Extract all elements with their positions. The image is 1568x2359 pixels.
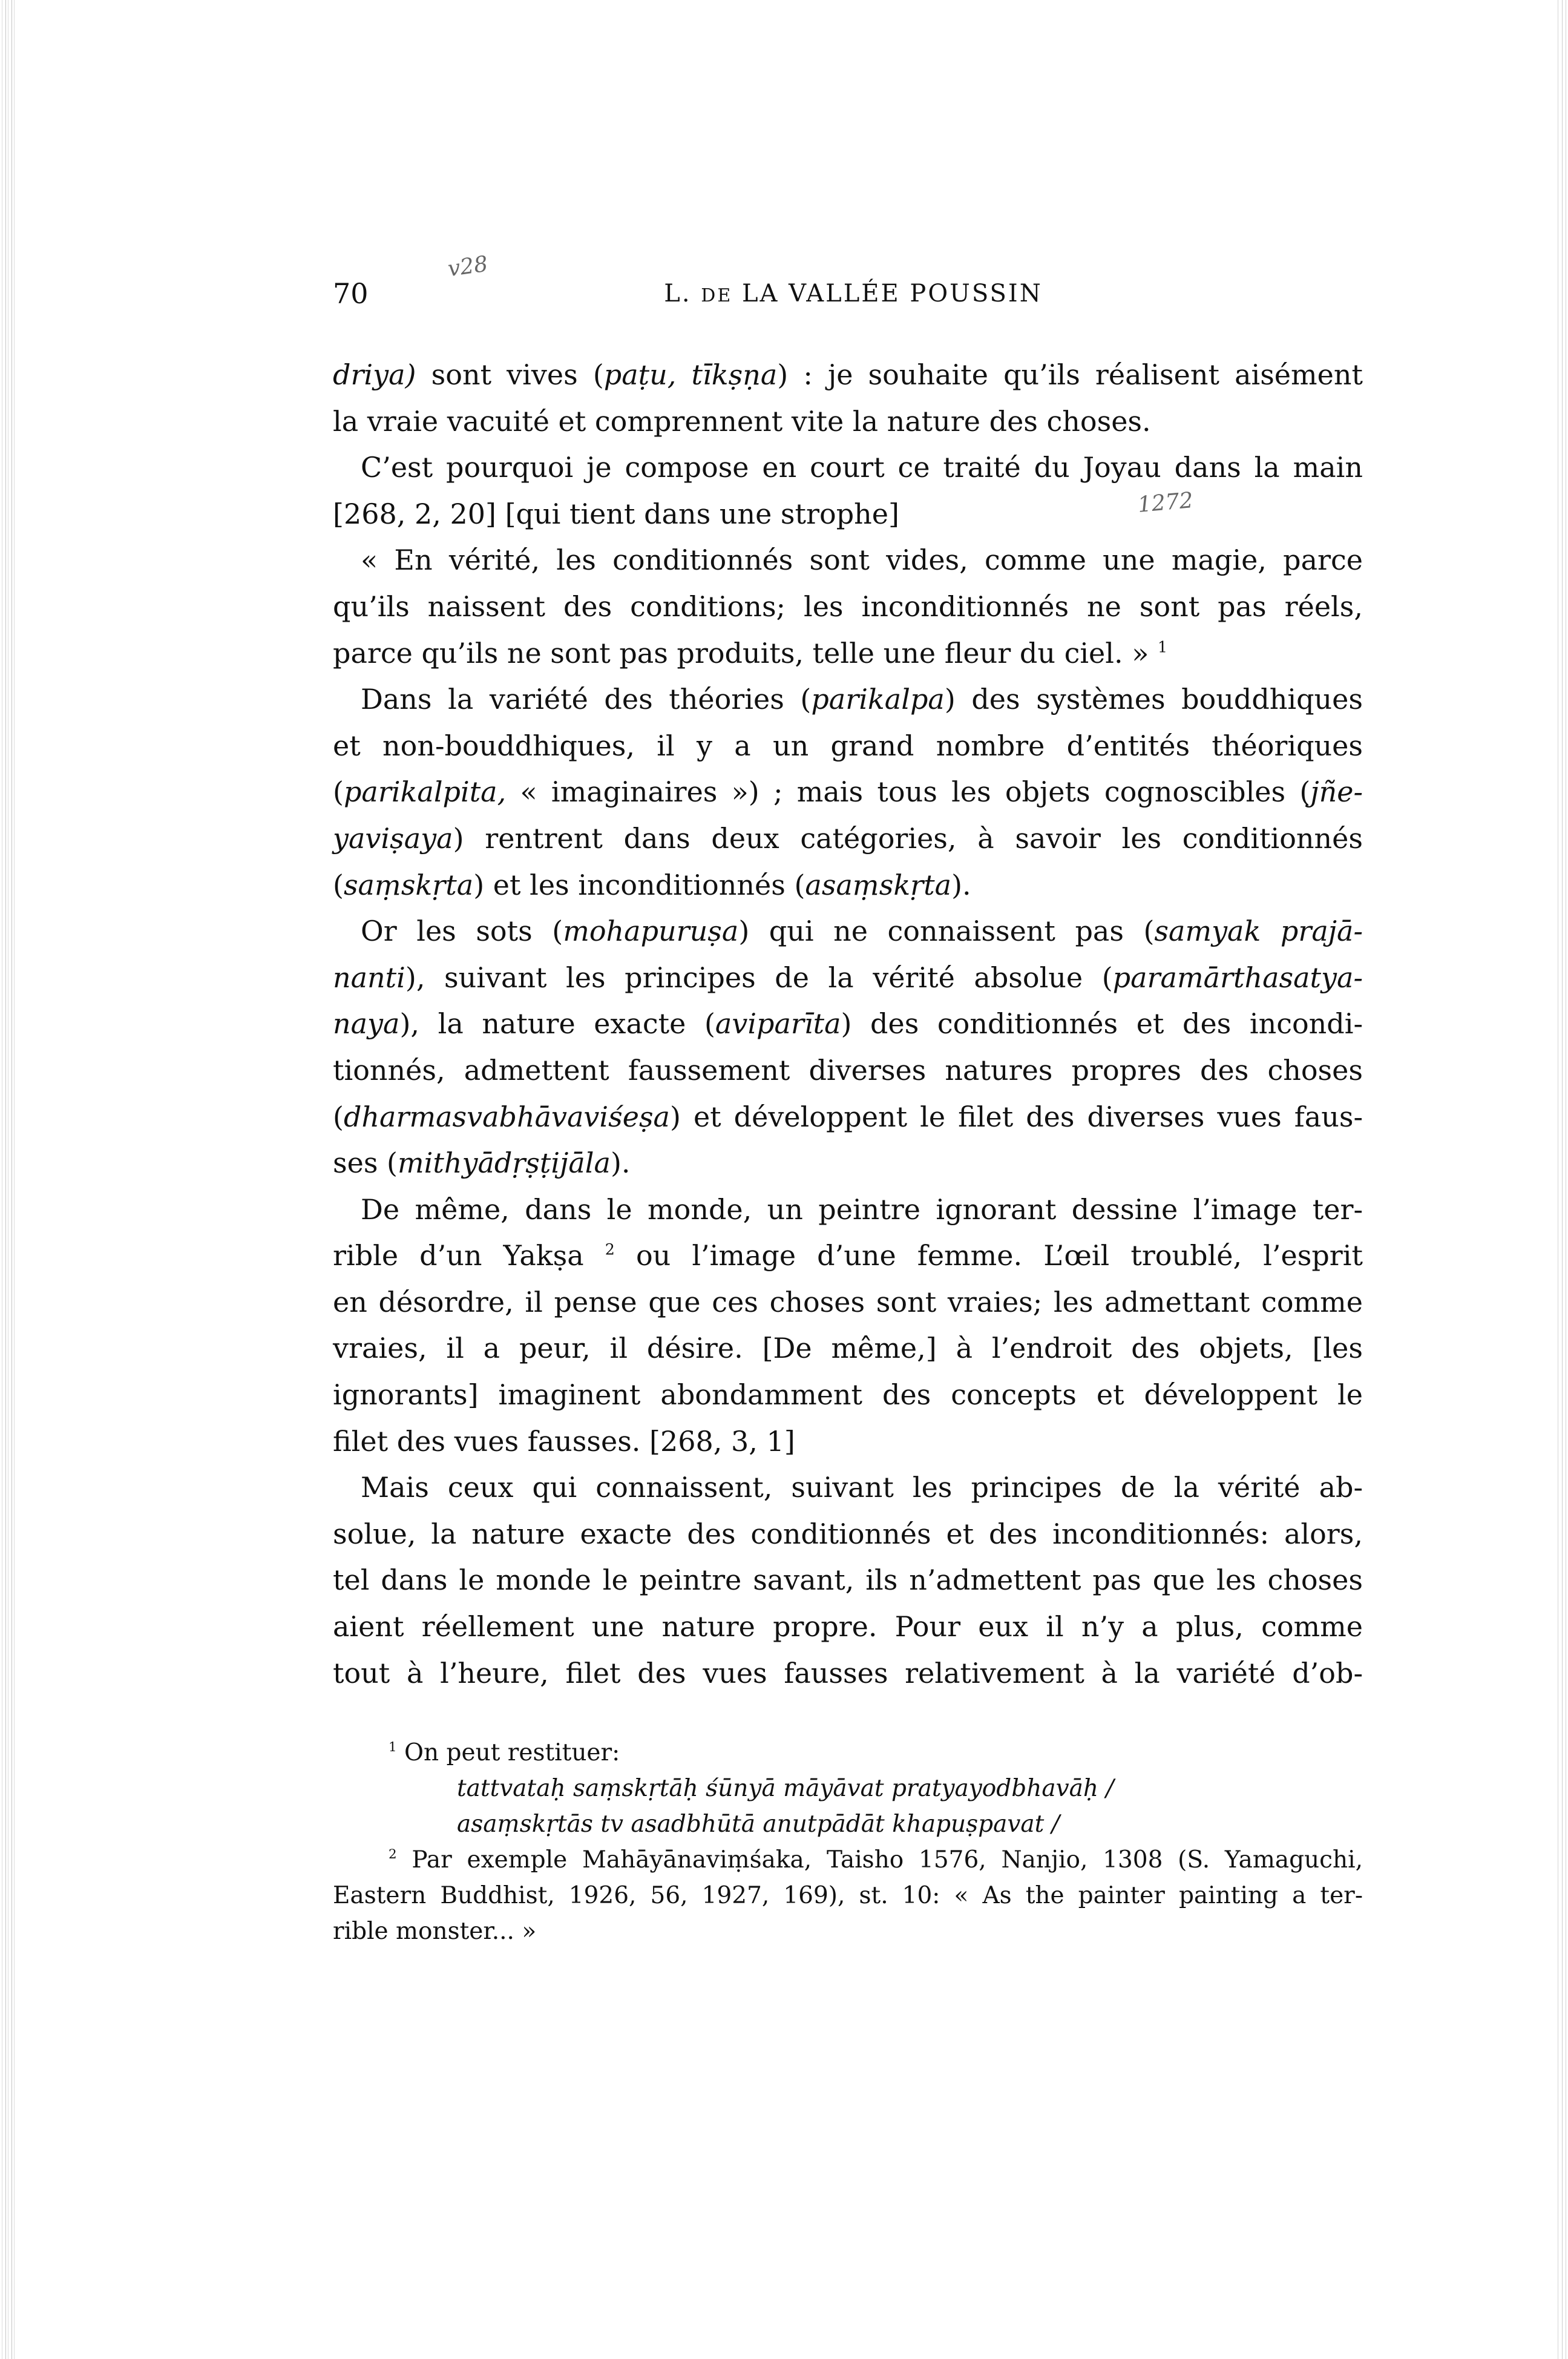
footnote-line [333, 1842, 1363, 1878]
body-text [333, 352, 1363, 1696]
text-run: ), la nature exacte ( [399, 1007, 715, 1041]
text-line [333, 1557, 1363, 1604]
footnotes [333, 1735, 1363, 1949]
text-line [333, 1047, 1363, 1094]
text-run: parce qu’ils ne sont pas produits, telle une fleur du ciel. » [333, 636, 1158, 670]
text-line [333, 1372, 1363, 1418]
text-line [333, 769, 1363, 815]
footnote-marker: 2 [605, 1240, 615, 1258]
footnote-line [333, 1771, 1363, 1806]
text-run: tionnés, admettent faussement diverses natures propres des choses [333, 1053, 1363, 1087]
text-run: ), suivant les principes de la vérité absolue ( [405, 961, 1113, 994]
italic-term: paṭu, tīkṣṇa [603, 358, 778, 391]
text-run: sont vives ( [416, 358, 604, 391]
italic-term: parikalpita, [343, 775, 507, 809]
text-run: solue, la nature exacte des conditionnés et des inconditionnés: alors, [333, 1517, 1363, 1550]
italic-term: parikalpa [811, 683, 945, 716]
text-line [333, 398, 1363, 445]
text-run: De même, dans le monde, un peintre ignorant dessine l’image ter- [361, 1193, 1363, 1226]
text-run: ) des conditionnés et des incondi- [841, 1007, 1363, 1041]
italic-term: yaviṣaya [333, 821, 453, 855]
author-particle: DE [701, 285, 733, 306]
text-run: et non-bouddhiques, il y a un grand nombre d’entités théoriques [333, 729, 1363, 762]
text-line [333, 537, 1363, 584]
text-line [333, 1604, 1363, 1650]
italic-term: dharmasvabhāvaviśeṣa [343, 1100, 670, 1133]
text-line [333, 444, 1363, 491]
binding-edge-left [0, 0, 17, 2359]
text-run: ignorants] imaginent abondamment des concepts et développent le [333, 1378, 1363, 1412]
handwritten-annotation: v28 [446, 251, 490, 282]
binding-edge-right [1555, 0, 1568, 2359]
text-line [333, 1094, 1363, 1140]
author-name: LA VALLÉE POUSSIN [741, 280, 1043, 308]
text-line [333, 908, 1363, 955]
text-run: ( [333, 1100, 344, 1133]
italic-term: asaṃskṛtās tv asadbhūtā anutpādāt khapuṣpavat / [457, 1811, 1060, 1838]
text-line [333, 862, 1363, 909]
page-number: 70 [333, 277, 369, 310]
text-run: ) et les inconditionnés ( [473, 868, 805, 901]
text-run: [268, 2, 20] [qui tient dans une strophe] [333, 497, 899, 530]
text-run: Par exemple Mahāyānaviṃśaka, Taisho 1576, Nanjio, 1308 (S. Yamaguchi, [396, 1846, 1363, 1874]
italic-term: nanti [333, 961, 405, 994]
text-run: la vraie vacuité et comprennent vite la nature des choses. [333, 404, 1151, 438]
handwritten-annotation: 1272 [1137, 488, 1195, 518]
footnote-line [333, 1806, 1363, 1842]
text-run: ) rentrent dans deux catégories, à savoir les conditionnés [453, 821, 1363, 855]
text-line [333, 491, 1363, 538]
text-line [333, 584, 1363, 630]
text-run: rible monster... » [333, 1918, 537, 1945]
italic-term: driya) [333, 358, 416, 391]
italic-term: asaṃskṛta [805, 868, 952, 901]
text-run: ) des systèmes bouddhiques [944, 683, 1363, 716]
text-line [333, 1140, 1363, 1186]
italic-term: saṃskṛta [343, 868, 474, 901]
italic-term: naya [333, 1007, 400, 1041]
footnote-marker: 1 [389, 1740, 397, 1755]
text-line [333, 1511, 1363, 1558]
text-run: ) et développent le filet des diverses vues faus- [669, 1100, 1363, 1133]
text-line [333, 676, 1363, 723]
footnote-line [333, 1735, 1363, 1771]
text-run: ). [951, 868, 971, 901]
running-head-author [430, 280, 1277, 308]
text-run: On peut restituer: [396, 1739, 620, 1766]
footnote-marker: 2 [389, 1847, 397, 1862]
italic-term: mithyādṛṣṭijāla [398, 1147, 611, 1180]
text-line [333, 723, 1363, 769]
text-line [333, 630, 1363, 677]
text-line [333, 1418, 1363, 1465]
text-run: ou l’image d’une femme. L’œil troublé, l’esprit [614, 1239, 1363, 1272]
text-line [333, 1279, 1363, 1326]
running-header [333, 277, 1363, 320]
text-run: qu’ils naissent des conditions; les inconditionnés ne sont pas réels, [333, 590, 1363, 623]
author-initial: L. [664, 280, 692, 308]
text-line [333, 1650, 1363, 1697]
footnote-line [333, 1878, 1363, 1913]
footnote-marker: 1 [1158, 637, 1168, 656]
text-run: ). [610, 1147, 631, 1180]
text-run: ( [333, 775, 344, 809]
text-run: « En vérité, les conditionnés sont vides, comme une magie, parce [361, 544, 1363, 577]
text-run: aient réellement une nature propre. Pour eux il n’y a plus, comme [333, 1610, 1363, 1643]
text-run: ( [333, 868, 344, 901]
text-run: « imaginaires ») ; mais tous les objets cognoscibles ( [506, 775, 1311, 809]
text-run: vraies, il a peur, il désire. [De même,] à l’endroit des objets, [les [333, 1332, 1363, 1365]
text-run: rible d’un Yakṣa [333, 1239, 605, 1272]
text-run: ses ( [333, 1147, 398, 1180]
text-run: ) qui ne connaissent pas ( [738, 915, 1155, 948]
footnote-line [333, 1913, 1363, 1949]
text-line [333, 352, 1363, 398]
text-run: C’est pourquoi je compose en court ce traité du Joyau dans la main [361, 451, 1363, 484]
text-run: Or les sots ( [361, 915, 563, 948]
italic-term: paramārthasatya- [1112, 961, 1363, 994]
text-line [333, 1464, 1363, 1511]
text-run: en désordre, il pense que ces choses sont vraies; les admettant comme [333, 1285, 1363, 1318]
text-line [333, 1325, 1363, 1372]
italic-term: tattvataḥ saṃskṛtāḥ śūnyā māyāvat pratyayodbhavāḥ / [457, 1775, 1114, 1802]
italic-term: samyak prajā- [1154, 915, 1363, 948]
text-run: Eastern Buddhist, 1926, 56, 1927, 169), st. 10: « As the painter painting a ter- [333, 1882, 1363, 1909]
text-line [333, 1232, 1363, 1279]
text-line [333, 955, 1363, 1001]
text-run: Mais ceux qui connaissent, suivant les principes de la vérité ab- [361, 1471, 1363, 1504]
text-line [333, 1186, 1363, 1233]
text-line [333, 815, 1363, 862]
text-run: tout à l’heure, filet des vues fausses relativement à la variété d’ob- [333, 1656, 1363, 1689]
italic-term: aviparīta [715, 1007, 841, 1041]
text-run: filet des vues fausses. [268, 3, 1] [333, 1424, 795, 1458]
text-run: Dans la variété des théories ( [361, 683, 812, 716]
italic-term: mohapuruṣa [563, 915, 739, 948]
text-line [333, 1001, 1363, 1047]
text-run: tel dans le monde le peintre savant, ils n’admettent pas que les choses [333, 1564, 1363, 1597]
text-run: ) : je souhaite qu’ils réalisent aisément [777, 358, 1363, 391]
italic-term: jñe- [1310, 775, 1363, 809]
